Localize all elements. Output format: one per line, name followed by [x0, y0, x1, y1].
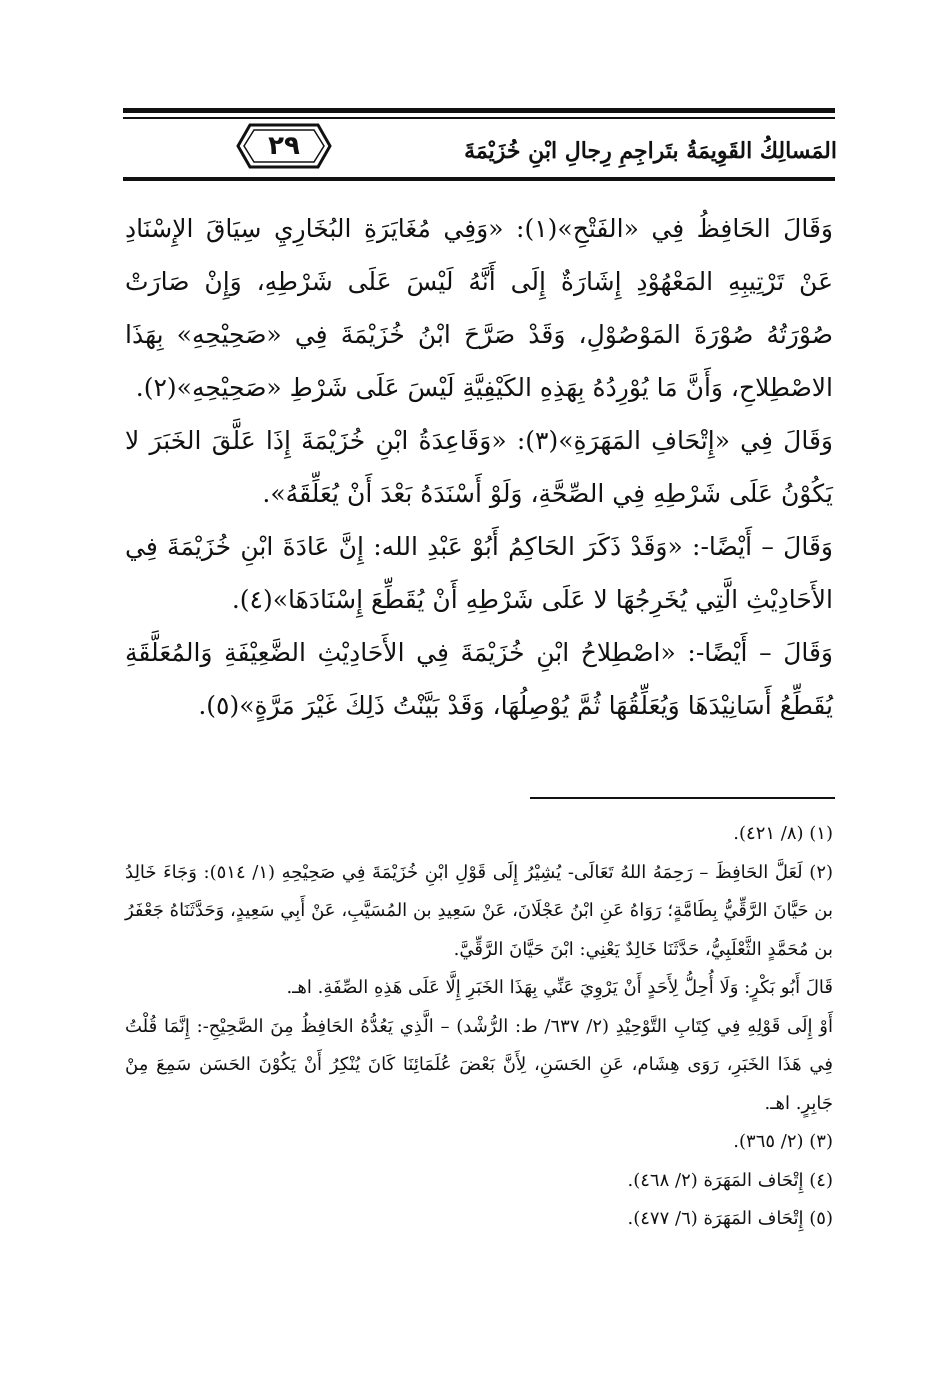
running-header-title: المَسالِكُ القَوِيمَةُ بتَراجِمِ رِجالِ ابْنِ خُزَيْمَةَ [464, 138, 837, 164]
footnote: (٥) إِتْحَاف المَهَرَة (٦/ ٤٧٧). [627, 1208, 833, 1229]
body-paragraph: وَقَالَ – أَيْضًا-: «وَقَدْ ذَكَرَ الحَاكِمُ أَبُوْ عَبْدِ الله: إِنَّ عَادَةَ ابْنِ خُزَيْمَةَ فِي الأَحَادِيْثِ الَّتِي يُخَرِجُهَا لا عَلَى شَرْطِهِ أَنْ يُقَطِّعَ إِسْنَادَهَا»(٤). [125, 532, 833, 614]
header-rule-bottom [123, 177, 835, 181]
footnote: (١) (٨/ ٤٢١). [733, 823, 833, 844]
footnotes [125, 815, 833, 1239]
footnote-separator [530, 797, 835, 799]
main-text [125, 202, 833, 732]
footnote: قَالَ أَبُو بَكْرٍ: وَلَا أُحِلُّ لِأَحَدٍ أَنْ يَرْوِيَ عَنِّي بِهَذَا الخَبَرِ إِلَّا عَلَى هَذِهِ الصِّفَةِ. اهـ. [286, 977, 833, 998]
page-number: ٢٩ [268, 131, 300, 161]
footnote: أَوْ إِلَى قَوْلِهِ فِي كِتَابِ التَّوْحِيْدِ (٢/ ٦٣٧/ ط: الرُّشْد) – الَّذِي يَعُدُّهُ الحَافِظُ مِنَ الصَّحِيْحِ-: إِنَّمَا قُلْتُ فِي هَذَا الخَبَرِ، رَوَى هِشَام، عَنِ الحَسَنِ، لِأَنَّ بَعْضَ عُلَمَائِنَا كَانَ يُنْكِرُ أَنْ يَكُوْنَ الحَسَن سَمِعَ مِنْ جَابِرٍ. اهـ. [125, 1015, 833, 1114]
footnote: (٢) لَعَلَّ الحَافِظَ – رَحِمَهُ اللهُ تَعَالَى- يُشِيْرُ إِلَى قَوْلِ ابْنِ خُزَيْمَةَ فِي صَحِيْحِهِ (١/ ٥١٤): وَجَاءَ خَالِدُ بن حَيَّانَ الرَّقِّيُّ بِطَامَّةٍ؛ رَوَاهُ عَنِ ابْنُ عَجْلَانَ، عَنْ سَعِيدِ بن المُسَيَّبِ، عَنْ أَبِي سَعِيدٍ، وَحَدَّثَنَاهُ جَعْفَرُ بن مُحَمَّدٍ الثَّعْلَبِيُّ، حَدَّثَنَا خَالِدٌ يَعْنِي: ابْنَ حَيَّانَ الرَّقِّيَّ. [125, 861, 834, 960]
body-paragraph: وَقَالَ الحَافِظُ فِي «الفَتْحِ»(١): «وَفِي مُغَايَرَةِ البُخَارِيِ سِيَاقَ الإِسْنَادِ عَنْ تَرْتِيبِهِ المَعْهُوْدِ إِشَارَةٌ إِلَى أَنَّهُ لَيْسَ عَلَى شَرْطِهِ، وَإِنْ صَارَتْ صُوْرَتُهُ صُوْرَةَ المَوْصُوْلِ، وَقَدْ صَرَّحَ ابْنُ خُزَيْمَةَ فِي «صَحِيْحِهِ» بِهَذَا الاصْطِلاحِ، وَأَنَّ مَا يُوْرِدُهُ بِهَذِهِ الكَيْفِيَّةِ لَيْسَ عَلَى شَرْطِ «صَحِيْحِهِ»(٢). [125, 214, 833, 402]
footnote: (٣) (٢/ ٣٦٥). [733, 1131, 833, 1152]
body-paragraph: وَقَالَ فِي «إِتْحَافِ المَهَرَةِ»(٣): «وَقَاعِدَةُ ابْنِ خُزَيْمَةَ إِذَا عَلَّقَ الخَبَرَ لا يَكُوْنُ عَلَى شَرْطِهِ فِي الصِّحَّةِ، وَلَوْ أَسْنَدَهُ بَعْدَ أَنْ يُعَلِّقَهُ». [125, 426, 833, 508]
footnote: (٤) إِتْحَاف المَهَرَة (٢/ ٤٦٨). [627, 1169, 833, 1191]
page-number-badge [236, 123, 332, 169]
header-rule-mid [123, 117, 835, 119]
body-paragraph: وَقَالَ – أَيْضًا-: «اصْطِلاحُ ابْنِ خُزَيْمَةَ فِي الأَحَادِيْثِ الضَّعِيْفَةِ وَالمُعَلَّقَةِ يُقَطِّعُ أَسَانِيْدَهَا وَيُعَلِّقُهَا ثُمَّ يُوْصِلُهَا، وَقَدْ بَيَّنْتُ ذَلِكَ غَيْرَ مَرَّةٍ»(٥). [125, 638, 833, 720]
header-rule-top [123, 108, 835, 113]
